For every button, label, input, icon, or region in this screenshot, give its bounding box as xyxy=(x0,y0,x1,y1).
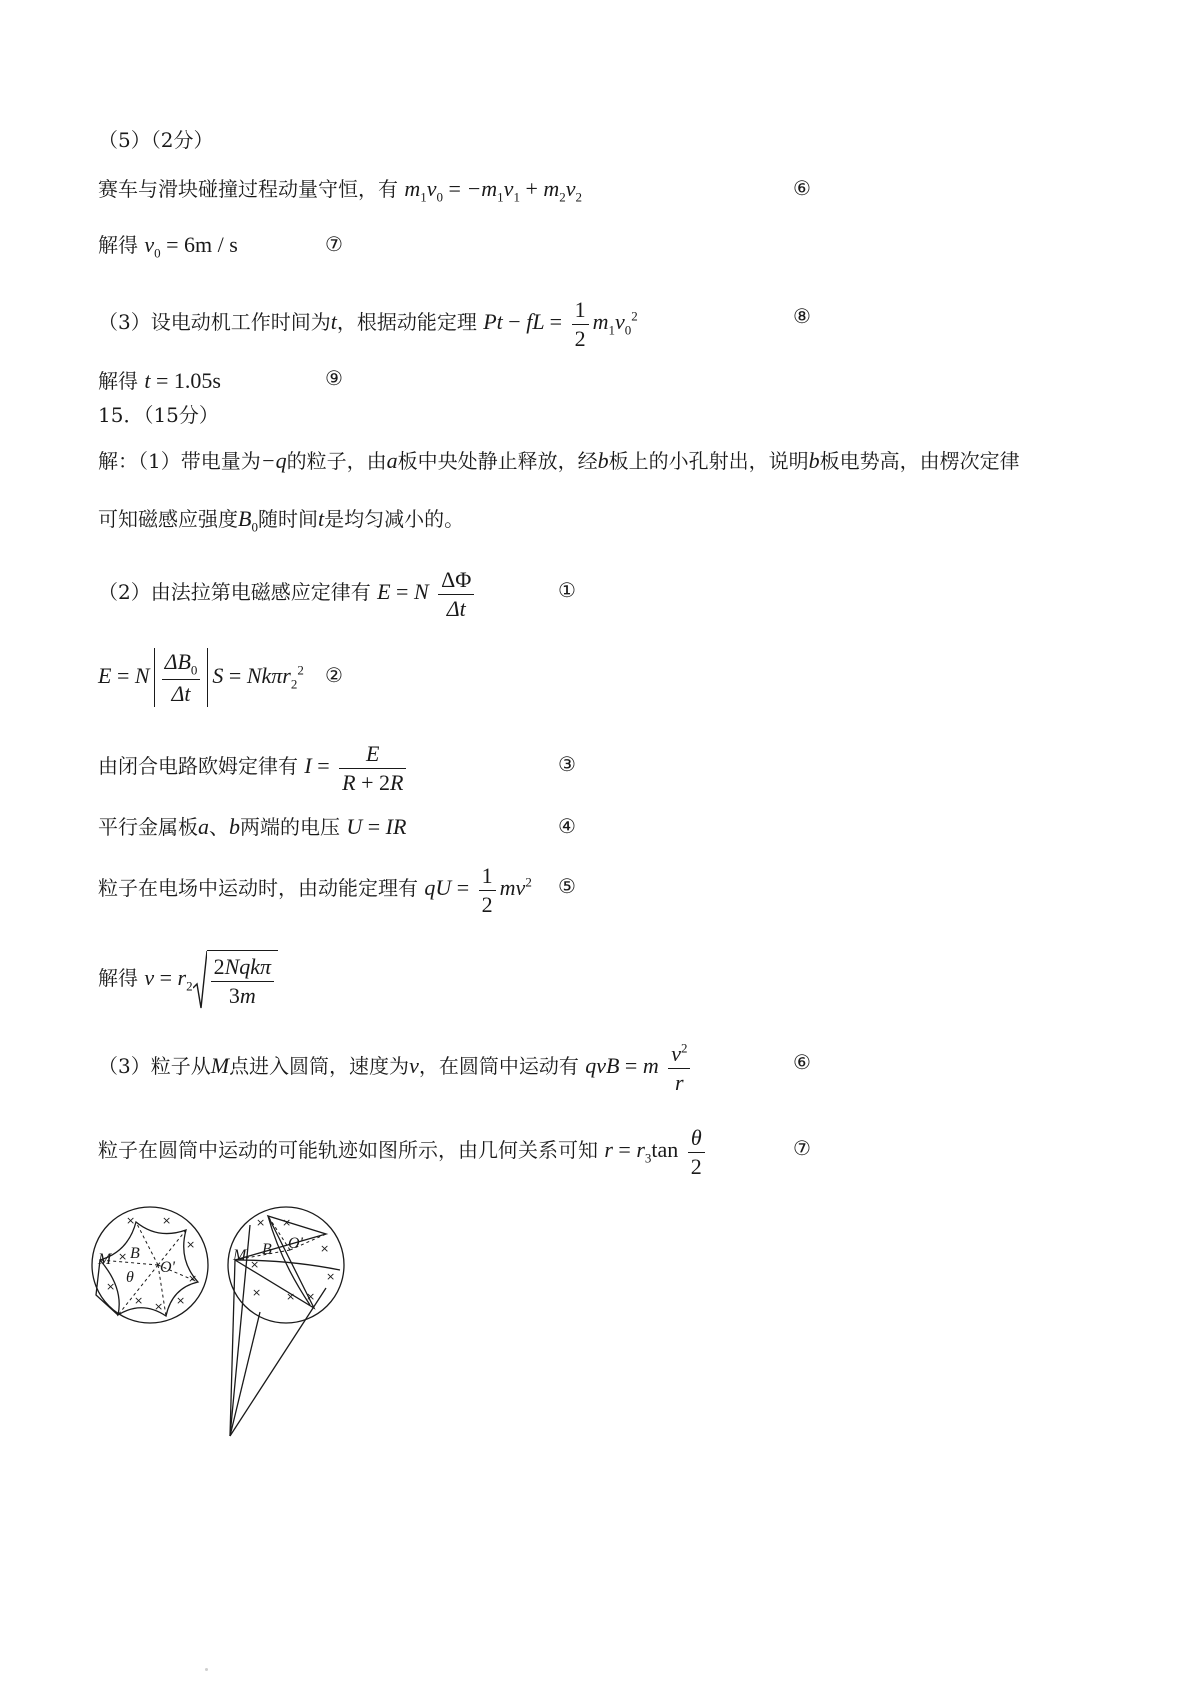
ohm-equation: I = $\frac{E}{R + 2R}$ xyxy=(304,753,410,778)
cross-mark: × xyxy=(250,1258,260,1271)
var-a: a xyxy=(386,448,398,473)
field-energy-line xyxy=(98,862,532,918)
faraday-line xyxy=(98,566,478,622)
var-a: a xyxy=(198,814,209,839)
var-t: t xyxy=(330,309,337,335)
cylinder-line xyxy=(98,1040,694,1096)
text: 解得 xyxy=(98,966,138,991)
faraday-text: （2）由法拉第电磁感应定律有 xyxy=(98,580,371,605)
text: 两端的电压 xyxy=(240,815,340,839)
text: 的粒子，由 xyxy=(286,449,387,473)
result-text: 解得 xyxy=(98,369,138,393)
ohm-text: 由闭合电路欧姆定律有 xyxy=(98,754,298,779)
cross-mark: × xyxy=(106,1280,116,1293)
solution-paragraph-2 xyxy=(98,508,464,533)
equation-marker: ④ xyxy=(558,814,576,838)
label-B: B xyxy=(262,1241,272,1258)
voltage-equation: U = IR xyxy=(346,814,407,839)
equation-marker: ⑤ xyxy=(558,874,576,898)
trajectory-figure xyxy=(90,1200,370,1450)
label-O: O' xyxy=(288,1235,303,1252)
label-theta: θ xyxy=(126,1269,134,1286)
energy-text: （3）设电动机工作时间为 xyxy=(98,310,331,335)
text: 板电势高，由楞次定律 xyxy=(819,449,1020,473)
voltage-line xyxy=(98,816,406,838)
equation-marker: ① xyxy=(558,578,576,602)
right-labels xyxy=(232,1235,304,1264)
lorentz-equation: qvB = m $\frac{v^2}{r}$ xyxy=(585,1053,694,1078)
cross-mark: × xyxy=(154,1300,164,1313)
result-text: 解得 xyxy=(98,233,138,257)
var-b: b xyxy=(808,448,820,473)
energy-equation: Pt − fL = $\frac{1}{2}$ $m_1v_0^2$ xyxy=(483,297,638,351)
faraday-equation: E = N $\frac{\Delta\Phi}{\Delta t}$ xyxy=(377,579,478,604)
var-q: −q xyxy=(260,448,287,473)
equation-marker: ⑥ xyxy=(793,1050,811,1074)
geometry-line xyxy=(98,1124,709,1180)
var-M: M xyxy=(210,1053,230,1079)
equation-marker: ⑥ xyxy=(793,176,811,200)
section-header: （5）（2分） xyxy=(98,128,214,152)
equation-marker: ③ xyxy=(558,752,576,776)
text: 点进入圆筒，速度为 xyxy=(229,1054,410,1079)
result-line xyxy=(98,234,238,259)
solution-paragraph-1 xyxy=(98,450,1020,472)
text: 、 xyxy=(209,815,229,839)
velocity-line xyxy=(98,950,278,1010)
var-b: b xyxy=(597,448,609,473)
cross-mark: × xyxy=(326,1270,336,1283)
text: 解：（1）带电量为 xyxy=(98,449,261,473)
cross-mark: × xyxy=(256,1216,266,1229)
var-B0: $B_0$ xyxy=(238,506,258,535)
energy-line xyxy=(98,296,638,352)
right-crosses xyxy=(250,1216,335,1303)
var-b: b xyxy=(229,814,240,839)
question-header: 15．（15分） xyxy=(98,403,219,427)
field-energy-equation: qU = $\frac{1}{2}$ $mv^2$ xyxy=(424,863,532,917)
text: ，在圆筒中运动有 xyxy=(418,1054,579,1079)
result-equation: t = 1.05s xyxy=(144,368,221,393)
label-M: M xyxy=(98,1251,112,1268)
cross-mark: × xyxy=(162,1214,172,1227)
emf-line xyxy=(98,648,304,707)
ohm-line xyxy=(98,740,410,796)
momentum-equation: $m_1v_0 = -m_1v_1 + m_2v_2$ xyxy=(404,176,583,205)
result-equation: $v_0 = 6m / s$ xyxy=(144,232,238,261)
equation-marker: ⑧ xyxy=(793,304,811,328)
cross-mark: × xyxy=(320,1242,330,1255)
equation-marker: ⑦ xyxy=(793,1136,811,1160)
scan-speck xyxy=(205,1668,208,1671)
cross-mark: × xyxy=(252,1286,262,1299)
text: 可知磁感应强度 xyxy=(98,507,238,531)
result-line xyxy=(98,370,221,392)
label-M: M xyxy=(233,1247,247,1264)
momentum-text: 赛车与滑块碰撞过程动量守恒，有 xyxy=(98,177,398,201)
label-B: B xyxy=(130,1245,140,1262)
cross-mark: × xyxy=(188,1272,198,1285)
geometry-equation: $r = r_3\tan$ $\frac{\theta}{2}$ xyxy=(604,1137,708,1162)
text: （3）粒子从 xyxy=(98,1054,211,1079)
text: 随时间 xyxy=(257,507,318,531)
label-O: O' xyxy=(160,1259,175,1276)
text: 粒子在圆筒中运动的可能轨迹如图所示，由几何关系可知 xyxy=(98,1138,598,1163)
var-v: v xyxy=(409,1053,419,1079)
cross-mark: × xyxy=(186,1238,196,1251)
cross-mark: × xyxy=(134,1294,144,1307)
text: 是均匀减小的。 xyxy=(324,507,465,531)
momentum-line xyxy=(98,178,582,203)
cross-mark: × xyxy=(118,1250,128,1263)
text: 板中央处静止释放，经 xyxy=(397,449,598,473)
text: 粒子在电场中运动时，由动能定理有 xyxy=(98,876,418,901)
left-crosses xyxy=(106,1214,197,1313)
energy-text-b: ，根据动能定理 xyxy=(336,310,477,335)
cross-mark: × xyxy=(286,1290,296,1303)
equation-marker: ⑨ xyxy=(325,366,343,390)
cross-mark: × xyxy=(306,1290,316,1303)
text: 平行金属板 xyxy=(98,815,198,839)
cross-mark: × xyxy=(282,1216,292,1229)
velocity-equation: $v = r_2$ $\frac{\text{2Nqkπ}}{3m}$ xyxy=(144,965,278,990)
text: 板上的小孔射出，说明 xyxy=(608,449,809,473)
equation-marker: ② xyxy=(325,663,343,687)
emf-equation: E = N $\frac{\Delta B_0}{\Delta t}$ S = Nkπr$_2^2$ xyxy=(98,649,304,706)
var-t: t xyxy=(317,506,325,531)
cross-mark: × xyxy=(126,1214,136,1227)
cross-mark: × xyxy=(176,1294,186,1307)
equation-marker: ⑦ xyxy=(325,232,343,256)
